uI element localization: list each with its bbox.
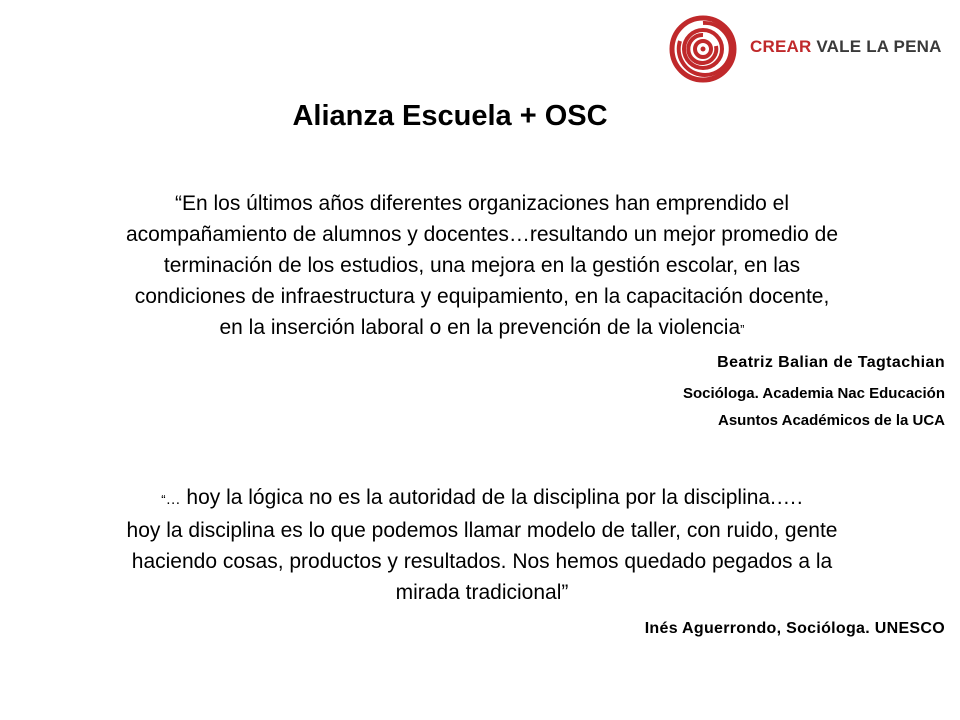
spiral-logo-icon [668, 14, 738, 84]
quote-line: hoy la disciplina es lo que podemos llamar modelo de taller, con ruido, gente [126, 519, 838, 542]
quote-line: haciendo cosas, productos y resultados. Nos hemos quedado pegados a la [131, 550, 833, 573]
attribution-role: Socióloga. Academia Nac Educación [682, 385, 945, 402]
quote-line [18, 312, 946, 345]
quote-ellipsis: … [165, 491, 181, 508]
quote-balian [18, 188, 946, 345]
quote-text: hoy la lógica no es la autoridad de la disciplina por la disciplina.…. [180, 486, 803, 509]
quote-line: acompañamiento de alumnos y docentes…resultando un mejor promedio de [125, 223, 839, 246]
quote-aguerrondo [18, 482, 946, 608]
quote-line: terminación de los estudios, una mejora en la gestión escolar, en las [163, 254, 801, 277]
close-quote-mark: ” [740, 322, 745, 337]
quote-line [18, 188, 946, 219]
slide-title: Alianza Escuela + OSC [292, 100, 608, 132]
attribution-aguerrondo: Inés Aguerrondo, Socióloga. UNESCO [644, 620, 945, 637]
quote-line: mirada tradicional” [395, 581, 569, 604]
quote-line: condiciones de infraestructura y equipamiento, en la capacitación docente, [134, 285, 830, 308]
quote-line [18, 482, 946, 515]
brand-word-vale-la-pena: VALE LA PENA [816, 37, 942, 56]
attribution-name: Beatriz Balian de Tagtachian [717, 354, 945, 371]
brand-logo [668, 14, 942, 84]
quote-text: En los últimos años diferentes organizaciones han emprendido el [181, 192, 790, 215]
attribution-affiliation: Asuntos Académicos de la UCA [718, 412, 945, 429]
quote-text: en la inserción laboral o en la prevención de la violencia [219, 316, 741, 339]
brand-word-crear: CREAR [750, 37, 812, 56]
open-quote-mark: “ [174, 192, 182, 215]
open-quote-mark: “ [161, 492, 166, 507]
brand-name [750, 37, 942, 57]
